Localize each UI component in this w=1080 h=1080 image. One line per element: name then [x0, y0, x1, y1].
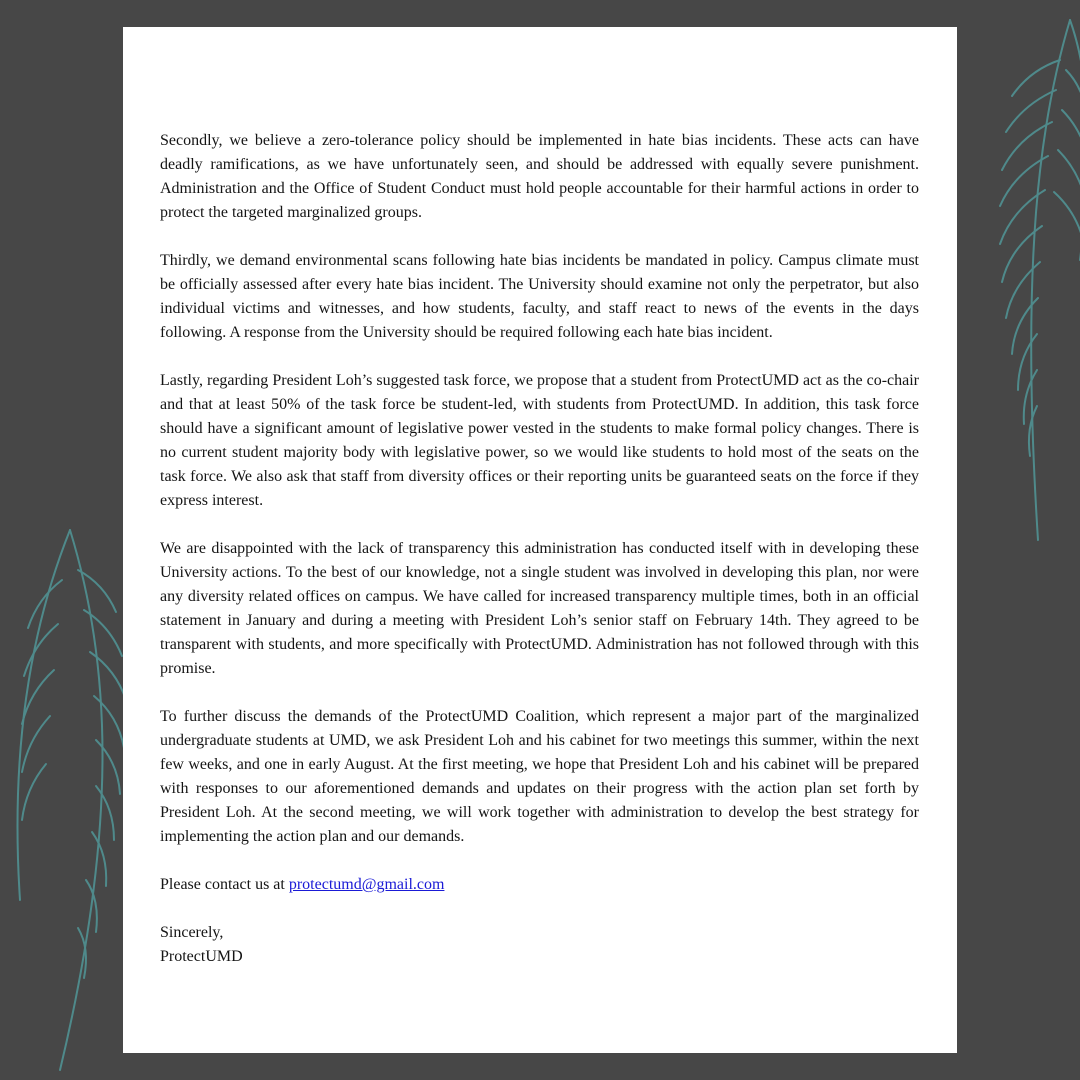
contact-email-link[interactable]: protectumd@gmail.com: [288, 876, 445, 893]
paragraph-zero-tolerance: Secondly, we believe a zero-tolerance policy should be implemented in hate bias incidents. These acts can have deadly ramifications, as we have unfortunately seen, and should be addressed with equally severe punishment. Administration and the Office of Student Conduct must hold people accountable for their harmful actions in order to protect the targeted marginalized groups.: [160, 132, 919, 221]
letter-page: [123, 27, 957, 1053]
paragraph-transparency: We are disappointed with the lack of transparency this administration has conducted itself with in developing these University actions. To the best of our knowledge, not a single student was involved in developing this plan, nor were any diversity related offices on campus. We have called for increased transparency multiple times, both in an official statement in January and during a meeting with President Loh’s senior staff on February 14th. They agreed to be transparent with students, and more specifically with ProtectUMD. Administration has not followed through with this promise.: [160, 540, 919, 677]
paragraph-meetings: To further discuss the demands of the ProtectUMD Coalition, which represent a major part of the marginalized undergraduate students at UMD, we ask President Loh and his cabinet for two meetings this summer, within the next few weeks, and one in early August. At the first meeting, we hope that President Loh and his cabinet will be prepared with responses to our aforementioned demands and updates on their progress with the action plan set forth by President Loh. At the second meeting, we will work together with administration to develop the best strategy for implementing the action plan and our demands.: [160, 708, 919, 845]
signature: ProtectUMD: [160, 948, 243, 965]
feather-leaf-left-icon: [0, 520, 140, 1080]
paragraph-environmental-scans: Thirdly, we demand environmental scans following hate bias incidents be mandated in policy. Campus climate must be officially assessed after every hate bias incident. The University should examine not only the perpetrator, but also individual victims and witnesses, and how students, faculty, and staff react to news of the events in the days following. A response from the University should be required following each hate bias incident.: [160, 252, 919, 341]
contact-line: [160, 873, 919, 897]
closing-salutation: Sincerely,: [160, 924, 224, 941]
contact-prefix: Please contact us at: [160, 876, 289, 893]
paragraph-task-force: Lastly, regarding President Loh’s suggested task force, we propose that a student from ProtectUMD act as the co-chair and that at least 50% of the task force be student-led, with students from ProtectUMD. In addition, this task force should have a significant amount of legislative power vested in the students to make formal policy changes. There is no current student majority body with legislative power, so we would like students to hold most of the seats on the task force. We also ask that staff from diversity offices or their reporting units be guaranteed seats on the force if they express interest.: [160, 372, 919, 509]
